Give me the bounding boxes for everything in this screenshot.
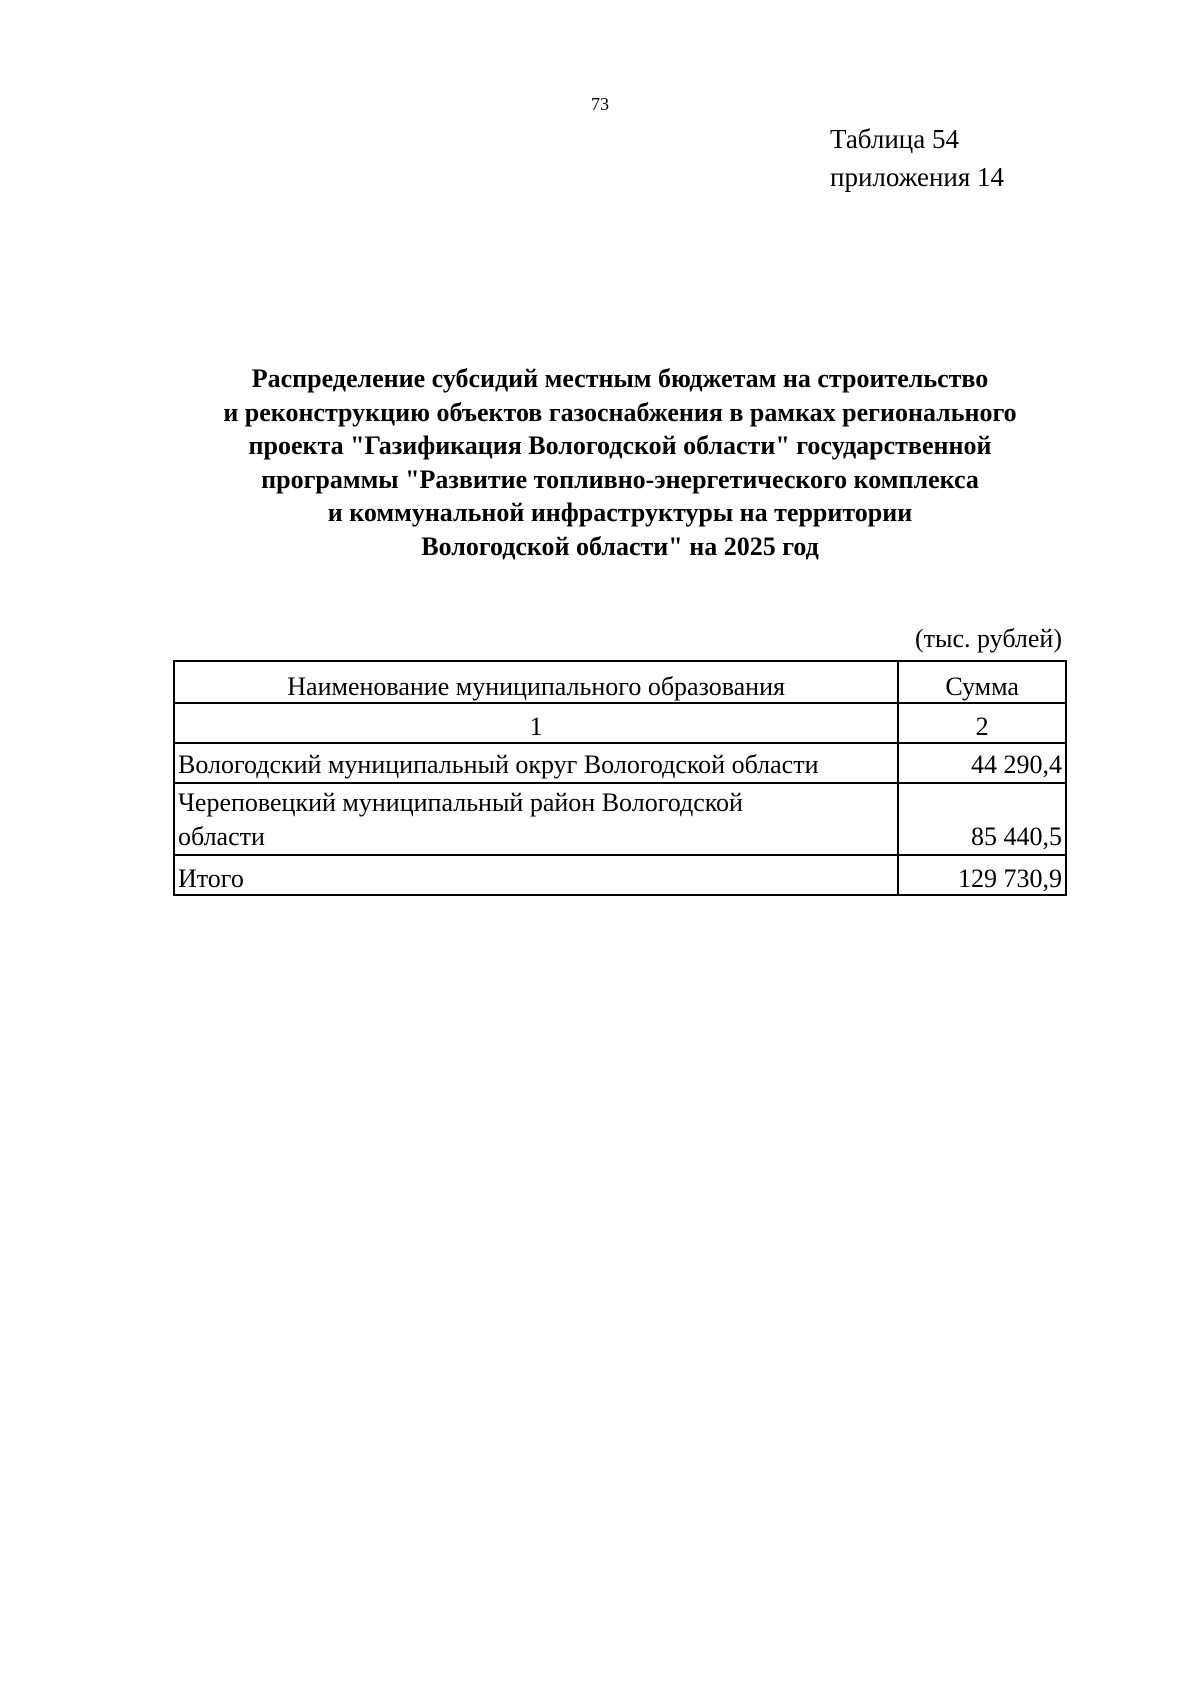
column-numbers-row	[174, 703, 1066, 743]
table-row	[174, 783, 1066, 855]
title-line: и реконструкцию объектов газоснабжения в рамках регионального	[223, 397, 1017, 427]
municipality-name-line: области	[178, 822, 265, 851]
table-header-row	[174, 661, 1066, 703]
total-label: Итого	[174, 855, 898, 895]
subsidies-table	[173, 660, 1067, 896]
table-row	[174, 743, 1066, 783]
municipality-name	[174, 783, 898, 855]
total-amount: 129 730,9	[898, 855, 1066, 895]
municipality-name-line: Вологодский муниципальный округ Вологодской области	[178, 750, 819, 779]
title-line: Вологодской области" на 2025 год	[421, 531, 819, 561]
table-reference-line1: Таблица 54	[830, 124, 959, 154]
title-line: Распределение субсидий местным бюджетам на строительство	[251, 364, 989, 393]
column-number: 2	[898, 703, 1066, 743]
units-label: (тыс. рублей)	[914, 624, 1062, 653]
table-reference	[830, 120, 1004, 196]
column-number: 1	[174, 703, 898, 743]
title-line: проекта "Газификация Вологодской области" государственной	[248, 431, 992, 460]
title-line: программы "Развитие топливно-энергетического комплекса	[261, 464, 979, 494]
document-title	[150, 362, 1090, 563]
amount-cell: 85 440,5	[898, 783, 1066, 855]
municipality-name	[174, 743, 898, 783]
page-number: 73	[591, 94, 609, 114]
municipality-name-line: Череповецкий муниципальный район Вологодской	[178, 788, 743, 817]
amount-cell: 44 290,4	[898, 743, 1066, 783]
table-reference-line2: приложения 14	[830, 162, 1005, 192]
title-line: и коммунальной инфраструктуры на территории	[327, 498, 913, 527]
header-municipality: Наименование муниципального образования	[174, 661, 898, 703]
total-row	[174, 855, 1066, 895]
header-amount: Сумма	[898, 661, 1066, 703]
